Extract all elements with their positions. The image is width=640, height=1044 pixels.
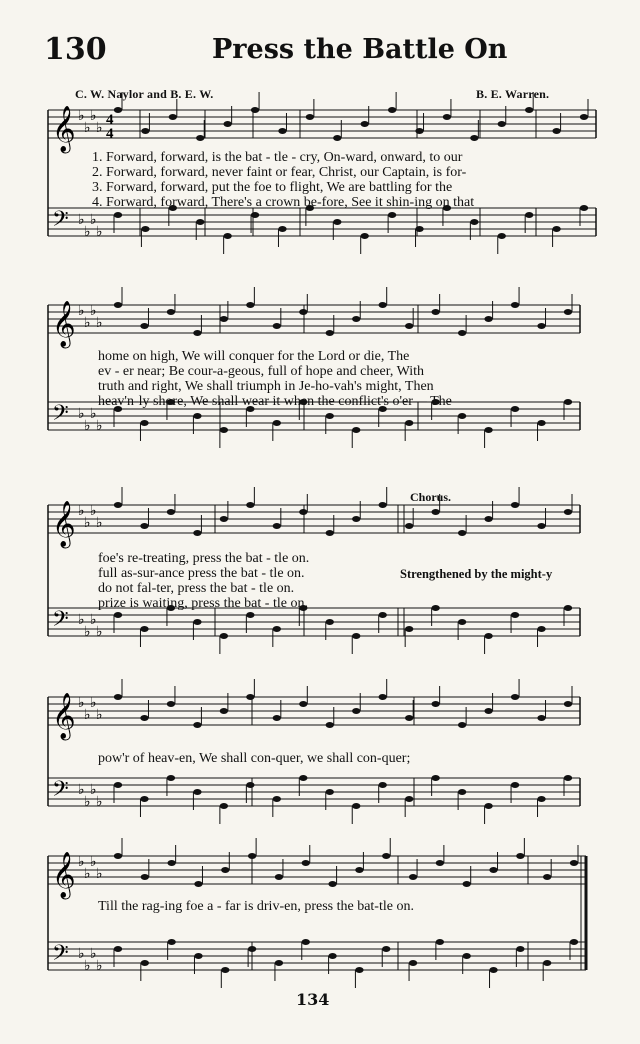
- note-head: [379, 302, 387, 308]
- treble-clef-icon: 𝄞: [52, 106, 76, 152]
- note-head: [140, 323, 148, 329]
- lyric-line: do not fal-ter, press the bat - tle on.: [98, 581, 295, 596]
- note-head: [511, 502, 519, 508]
- note-head: [167, 860, 175, 866]
- note-head: [114, 946, 122, 952]
- note-head: [415, 128, 423, 134]
- note-head: [167, 775, 175, 781]
- flat-sign-icon: ♭: [78, 303, 85, 319]
- treble-clef-icon: 𝄞: [52, 501, 76, 547]
- note-head: [248, 853, 256, 859]
- note-head: [328, 881, 336, 887]
- flat-sign-icon: ♭: [78, 406, 85, 422]
- note-head: [140, 796, 148, 802]
- hymn-number: 130: [44, 32, 107, 67]
- note-head: [537, 323, 545, 329]
- note-head: [140, 523, 148, 529]
- bass-clef-icon: 𝄢: [52, 607, 69, 637]
- note-head: [248, 946, 256, 952]
- note-head: [379, 612, 387, 618]
- note-head: [140, 420, 148, 426]
- note-head: [326, 413, 334, 419]
- note-head: [580, 114, 588, 120]
- note-head: [405, 626, 413, 632]
- note-head: [484, 803, 492, 809]
- note-head: [167, 509, 175, 515]
- note-head: [361, 233, 369, 239]
- flat-sign-icon: ♭: [90, 108, 97, 124]
- flat-sign-icon: ♭: [90, 854, 97, 870]
- flat-sign-icon: ♭: [96, 707, 103, 723]
- flat-sign-icon: ♭: [78, 612, 85, 628]
- note-head: [114, 302, 122, 308]
- note-head: [333, 219, 341, 225]
- flat-sign-icon: ♭: [84, 224, 91, 240]
- note-head: [361, 121, 369, 127]
- note-head: [306, 114, 314, 120]
- lyric-line: 2. Forward, forward, never faint or fear, Christ, our Captain, is for-: [92, 165, 467, 180]
- note-head: [328, 953, 336, 959]
- note-head: [537, 626, 545, 632]
- bass-clef-icon: 𝄢: [52, 777, 69, 807]
- note-head: [443, 114, 451, 120]
- note-head: [220, 803, 228, 809]
- note-head: [405, 420, 413, 426]
- note-head: [388, 212, 396, 218]
- note-head: [489, 967, 497, 973]
- flat-sign-icon: ♭: [84, 958, 91, 974]
- note-head: [543, 960, 551, 966]
- flat-sign-icon: ♭: [90, 612, 97, 628]
- flat-sign-icon: ♭: [90, 212, 97, 228]
- flat-sign-icon: ♭: [84, 418, 91, 434]
- note-head: [458, 413, 466, 419]
- flat-sign-icon: ♭: [78, 782, 85, 798]
- lyric-line: ev - er near; Be cour-a-geous, full of hope and cheer, With: [98, 364, 425, 379]
- note-head: [379, 694, 387, 700]
- note-head: [326, 789, 334, 795]
- note-head: [273, 626, 281, 632]
- note-head: [470, 219, 478, 225]
- note-head: [194, 953, 202, 959]
- note-head: [302, 860, 310, 866]
- note-head: [273, 796, 281, 802]
- flat-sign-icon: ♭: [84, 624, 91, 640]
- note-head: [352, 803, 360, 809]
- flat-sign-icon: ♭: [90, 303, 97, 319]
- flat-sign-icon: ♭: [96, 624, 103, 640]
- page-number: 134: [296, 990, 330, 1009]
- note-head: [299, 309, 307, 315]
- note-head: [352, 633, 360, 639]
- note-head: [525, 107, 533, 113]
- note-head: [114, 212, 122, 218]
- note-head: [273, 323, 281, 329]
- lyric-line: Till the rag-ing foe a - far is driv-en, press the bat-tle on.: [98, 899, 414, 914]
- note-head: [246, 782, 254, 788]
- note-head: [463, 881, 471, 887]
- note-head: [167, 701, 175, 707]
- note-head: [167, 309, 175, 315]
- note-head: [140, 626, 148, 632]
- note-head: [484, 516, 492, 522]
- note-head: [580, 205, 588, 211]
- note-head: [193, 619, 201, 625]
- note-head: [537, 715, 545, 721]
- note-head: [458, 789, 466, 795]
- note-head: [278, 128, 286, 134]
- flat-sign-icon: ♭: [96, 794, 103, 810]
- note-head: [273, 715, 281, 721]
- note-head: [140, 715, 148, 721]
- note-head: [431, 605, 439, 611]
- flat-sign-icon: ♭: [84, 120, 91, 136]
- note-head: [114, 107, 122, 113]
- note-head: [552, 226, 560, 232]
- note-head: [246, 612, 254, 618]
- note-head: [511, 612, 519, 618]
- note-head: [220, 633, 228, 639]
- flat-sign-icon: ♭: [96, 958, 103, 974]
- note-head: [193, 530, 201, 536]
- note-head: [511, 782, 519, 788]
- flat-sign-icon: ♭: [78, 854, 85, 870]
- time-signature: 4: [106, 112, 114, 128]
- note-head: [458, 330, 466, 336]
- flat-sign-icon: ♭: [78, 212, 85, 228]
- flat-sign-icon: ♭: [90, 503, 97, 519]
- note-head: [409, 960, 417, 966]
- lyric-line: 1. Forward, forward, is the bat - tle - cry, On-ward, onward, to our: [92, 150, 463, 165]
- note-head: [196, 135, 204, 141]
- note-head: [484, 633, 492, 639]
- note-head: [221, 867, 229, 873]
- note-head: [498, 233, 506, 239]
- flat-sign-icon: ♭: [90, 695, 97, 711]
- note-head: [552, 128, 560, 134]
- lyric-line: full as-sur-ance press the bat - tle on.: [98, 566, 305, 581]
- note-head: [251, 107, 259, 113]
- note-head: [114, 502, 122, 508]
- note-head: [405, 796, 413, 802]
- bass-clef-icon: 𝄢: [52, 401, 69, 431]
- note-head: [193, 722, 201, 728]
- flat-sign-icon: ♭: [96, 120, 103, 136]
- note-head: [114, 782, 122, 788]
- note-head: [275, 874, 283, 880]
- note-head: [431, 509, 439, 515]
- flat-sign-icon: ♭: [90, 946, 97, 962]
- music-credit: B. E. Warren.: [476, 87, 550, 101]
- flat-sign-icon: ♭: [90, 782, 97, 798]
- note-head: [570, 939, 578, 945]
- flat-sign-icon: ♭: [84, 707, 91, 723]
- note-head: [409, 874, 417, 880]
- note-head: [326, 330, 334, 336]
- note-head: [114, 853, 122, 859]
- flat-sign-icon: ♭: [78, 946, 85, 962]
- note-head: [275, 960, 283, 966]
- chorus-label: Chorus.: [410, 490, 452, 504]
- flat-sign-icon: ♭: [78, 695, 85, 711]
- flat-sign-icon: ♭: [84, 515, 91, 531]
- note-head: [516, 853, 524, 859]
- note-head: [352, 708, 360, 714]
- note-head: [141, 874, 149, 880]
- note-head: [299, 701, 307, 707]
- lyric-line: truth and right, We shall triumph in Je-ho-vah's might, Then: [98, 379, 434, 394]
- note-head: [194, 881, 202, 887]
- hymn-title: Press the Battle On: [212, 34, 508, 65]
- note-head: [470, 135, 478, 141]
- treble-clef-icon: 𝄞: [52, 852, 76, 898]
- treble-clef-icon: 𝄞: [52, 693, 76, 739]
- note-head: [326, 530, 334, 536]
- note-head: [564, 509, 572, 515]
- note-head: [299, 775, 307, 781]
- note-head: [431, 701, 439, 707]
- note-head: [436, 860, 444, 866]
- note-head: [278, 226, 286, 232]
- note-head: [193, 789, 201, 795]
- flat-sign-icon: ♭: [90, 406, 97, 422]
- note-head: [223, 233, 231, 239]
- words-credit: C. W. Naylor and B. E. W.: [75, 87, 214, 101]
- flat-sign-icon: ♭: [78, 503, 85, 519]
- flat-sign-icon: ♭: [96, 418, 103, 434]
- note-head: [221, 967, 229, 973]
- lyric-line: pow'r of heav-en, We shall con-quer, we shall con-quer;: [98, 751, 411, 766]
- note-head: [405, 523, 413, 529]
- note-head: [489, 867, 497, 873]
- note-head: [484, 316, 492, 322]
- note-head: [193, 330, 201, 336]
- note-head: [220, 427, 228, 433]
- note-head: [458, 722, 466, 728]
- treble-clef-icon: 𝄞: [52, 301, 76, 347]
- note-head: [516, 946, 524, 952]
- note-head: [141, 226, 149, 232]
- lyric-line: home on high, We will conquer for the Lord or die, The: [98, 349, 410, 364]
- note-head: [223, 121, 231, 127]
- note-head: [302, 939, 310, 945]
- lyric-line: 3. Forward, forward, put the foe to flight, We are battling for the: [92, 180, 453, 195]
- note-head: [463, 953, 471, 959]
- note-head: [511, 302, 519, 308]
- note-head: [299, 509, 307, 515]
- note-head: [564, 399, 572, 405]
- note-head: [246, 694, 254, 700]
- flat-sign-icon: ♭: [96, 224, 103, 240]
- flat-sign-icon: ♭: [96, 515, 103, 531]
- note-head: [169, 114, 177, 120]
- note-head: [543, 874, 551, 880]
- lyric-line: 4. Forward, forward, There's a crown be-fore, See it shin-ing on that: [92, 195, 475, 210]
- note-head: [114, 694, 122, 700]
- note-head: [537, 523, 545, 529]
- note-head: [484, 708, 492, 714]
- note-head: [436, 939, 444, 945]
- note-head: [458, 619, 466, 625]
- lyric-line: heav'n-ly shore, We shall wear it when the conflict's o'er— The: [98, 394, 452, 409]
- note-head: [570, 860, 578, 866]
- note-head: [246, 502, 254, 508]
- chorus-lyric-line: Strengthened by the might-y: [400, 567, 553, 581]
- note-head: [273, 523, 281, 529]
- flat-sign-icon: ♭: [78, 108, 85, 124]
- note-head: [141, 128, 149, 134]
- time-signature: 4: [106, 126, 114, 142]
- note-head: [458, 530, 466, 536]
- note-head: [141, 960, 149, 966]
- note-head: [564, 775, 572, 781]
- note-head: [564, 309, 572, 315]
- note-head: [193, 413, 201, 419]
- note-head: [537, 796, 545, 802]
- note-head: [273, 420, 281, 426]
- flat-sign-icon: ♭: [96, 315, 103, 331]
- flat-sign-icon: ♭: [84, 315, 91, 331]
- note-head: [431, 309, 439, 315]
- note-head: [511, 694, 519, 700]
- bass-clef-icon: 𝄢: [52, 207, 69, 237]
- note-head: [379, 782, 387, 788]
- note-head: [564, 605, 572, 611]
- note-head: [405, 323, 413, 329]
- note-head: [511, 406, 519, 412]
- flat-sign-icon: ♭: [84, 866, 91, 882]
- flat-sign-icon: ♭: [84, 794, 91, 810]
- bass-clef-icon: 𝄢: [52, 941, 69, 971]
- flat-sign-icon: ♭: [96, 866, 103, 882]
- note-head: [379, 502, 387, 508]
- note-head: [333, 135, 341, 141]
- note-head: [564, 701, 572, 707]
- note-head: [382, 946, 390, 952]
- note-head: [415, 226, 423, 232]
- note-head: [196, 219, 204, 225]
- note-head: [220, 708, 228, 714]
- note-head: [220, 516, 228, 522]
- note-head: [405, 715, 413, 721]
- lyric-line: prize is waiting, press the bat - tle on.: [98, 596, 308, 611]
- note-head: [114, 612, 122, 618]
- note-head: [537, 420, 545, 426]
- note-head: [326, 619, 334, 625]
- note-head: [498, 121, 506, 127]
- note-head: [246, 302, 254, 308]
- note-head: [388, 107, 396, 113]
- note-head: [355, 967, 363, 973]
- note-head: [525, 212, 533, 218]
- note-head: [352, 316, 360, 322]
- note-head: [167, 939, 175, 945]
- note-head: [326, 722, 334, 728]
- note-head: [251, 212, 259, 218]
- note-head: [484, 427, 492, 433]
- note-head: [220, 316, 228, 322]
- note-head: [382, 853, 390, 859]
- note-head: [431, 775, 439, 781]
- note-head: [355, 867, 363, 873]
- note-head: [352, 427, 360, 433]
- note-head: [352, 516, 360, 522]
- lyric-line: foe's re-treating, press the bat - tle on.: [98, 551, 310, 566]
